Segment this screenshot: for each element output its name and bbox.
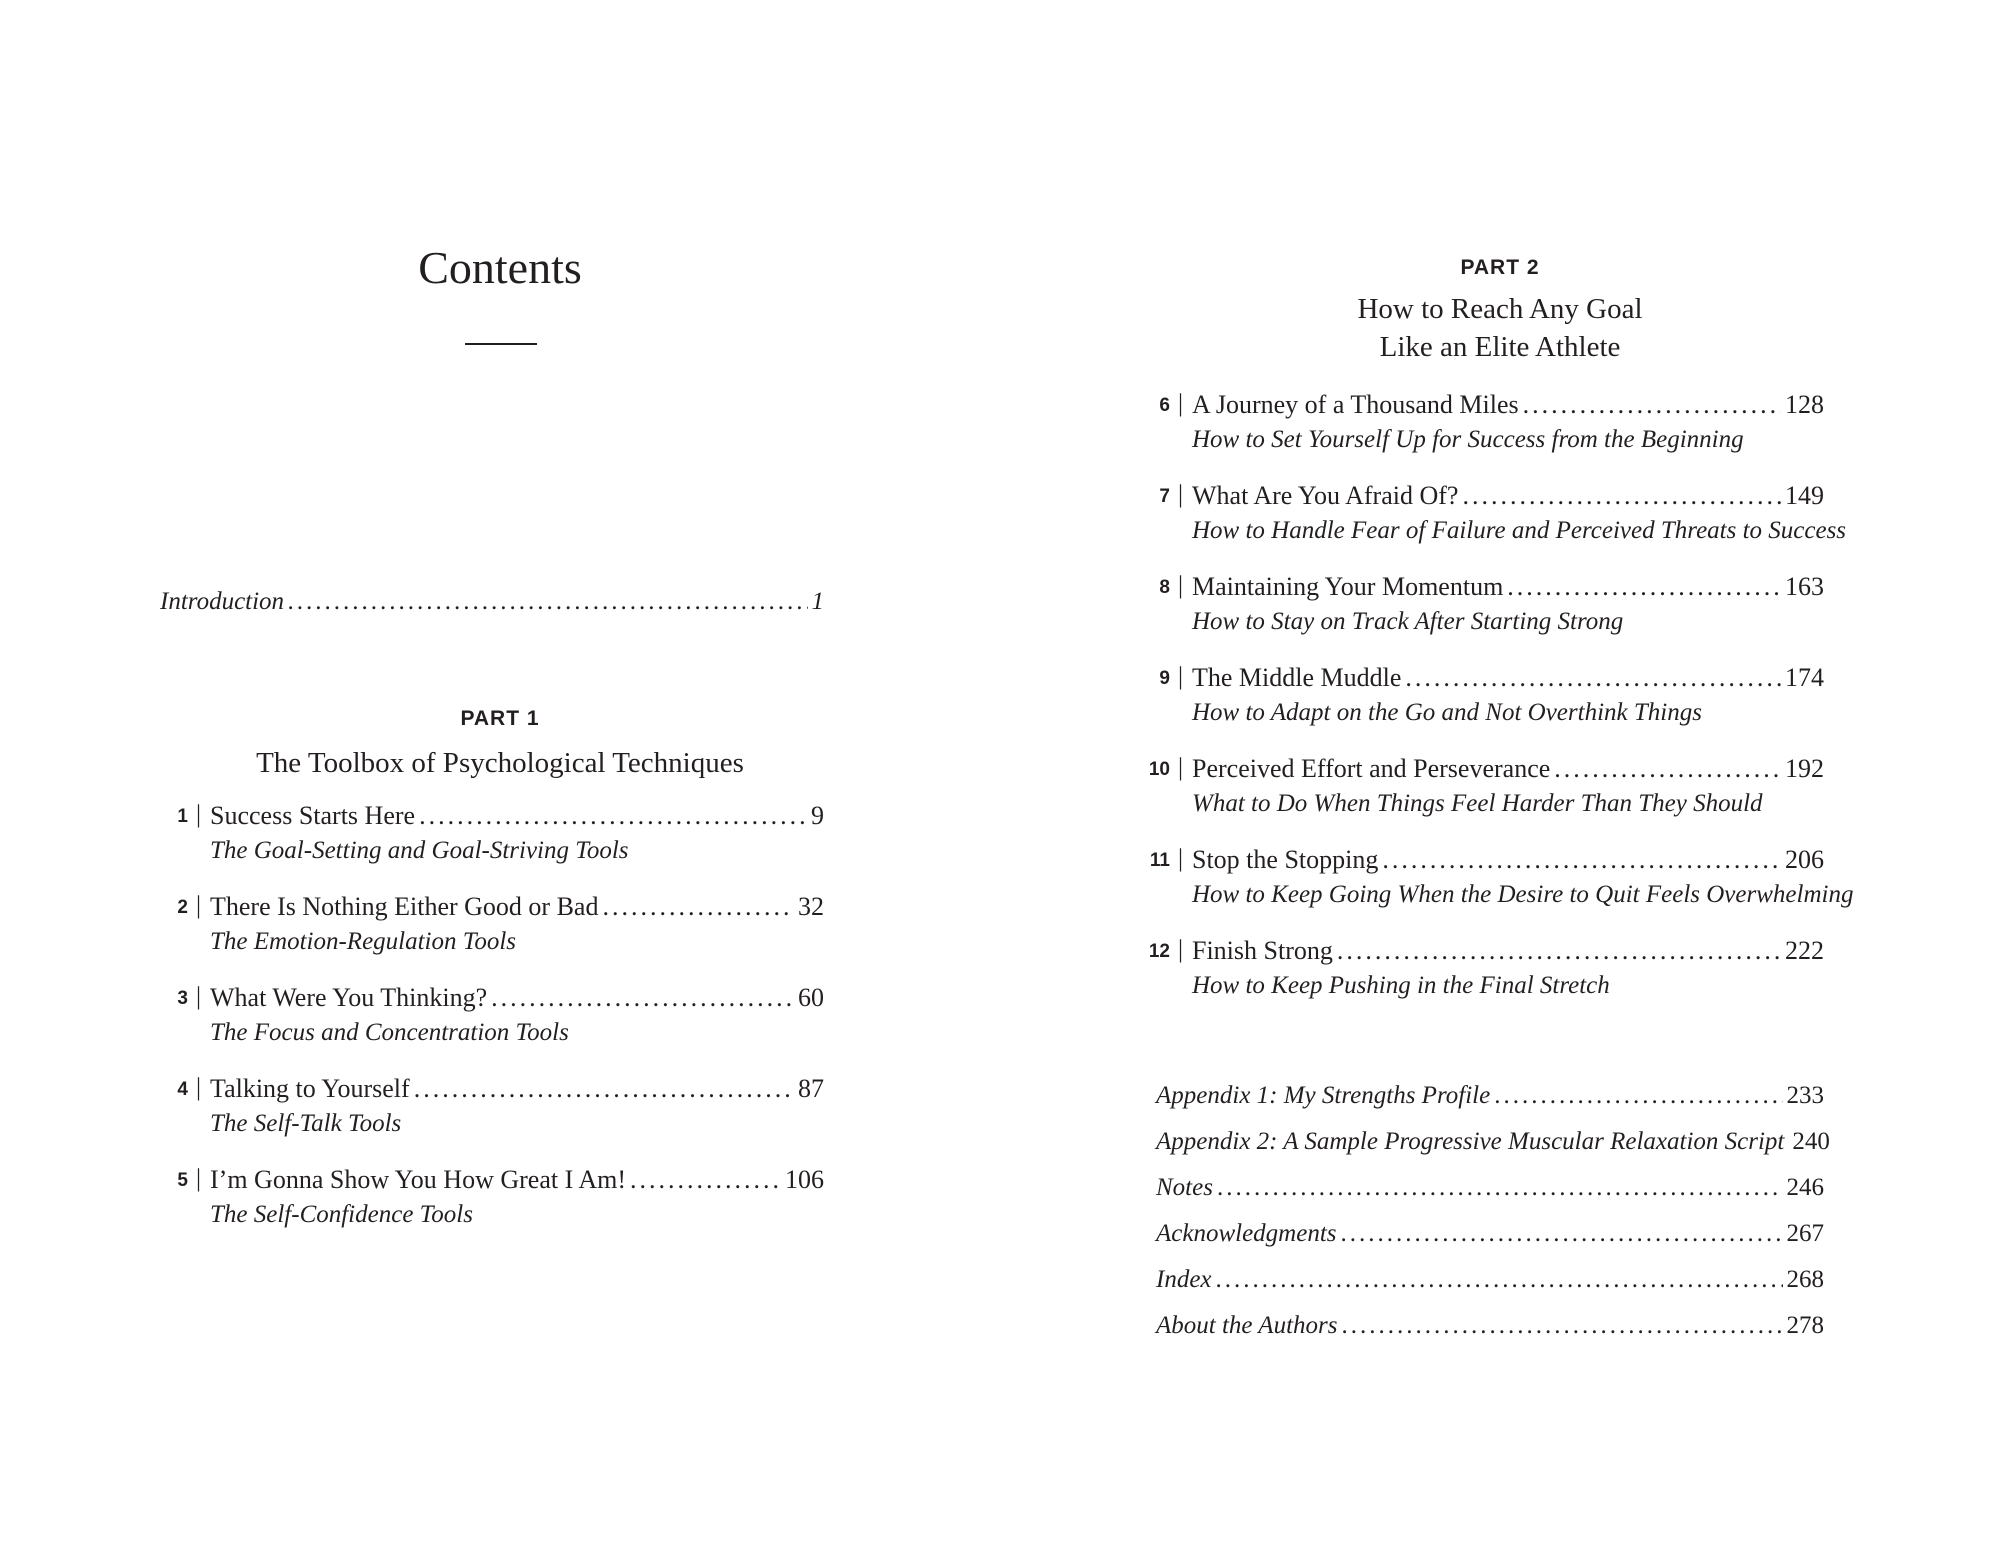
chapter-number: 5 (177, 1170, 188, 1191)
right-page (1000, 0, 2000, 1545)
chapter-page: 128 (1785, 390, 1824, 419)
dot-leader (1494, 1082, 1782, 1110)
separator: | (1178, 481, 1184, 508)
toc-entry-appendix-2[interactable] (1156, 1128, 1830, 1174)
dot-leader (1405, 663, 1781, 693)
chapter-number: 9 (1159, 668, 1170, 689)
back-matter-list (1156, 1082, 1830, 1358)
chapter-number: 4 (177, 1079, 188, 1100)
chapter-title: Talking to Yourself (210, 1074, 410, 1103)
separator: | (1178, 390, 1184, 417)
entry-label: Introduction (160, 588, 285, 615)
chapter-subtitle: How to Handle Fear of Failure and Perceived Threats to Success (1192, 517, 1847, 544)
chapter-number: 2 (177, 897, 188, 918)
chapter-subtitle: The Emotion-Regulation Tools (210, 928, 517, 955)
chapter-title: A Journey of a Thousand Miles (1192, 390, 1519, 419)
dot-leader (630, 1165, 781, 1195)
chapter-number: 6 (1159, 395, 1170, 416)
contents-title: Contents (418, 242, 582, 293)
dot-leader (602, 892, 794, 922)
chapter-page: 192 (1785, 754, 1824, 783)
toc-entry-chapter-11[interactable] (1142, 845, 1854, 936)
chapter-subtitle: How to Keep Going When the Desire to Quit Feels Overwhelming (1192, 881, 1854, 908)
separator: | (1178, 572, 1184, 599)
chapter-page: 60 (798, 983, 824, 1012)
dot-leader (419, 801, 807, 831)
dot-leader (1523, 390, 1781, 420)
toc-entry-index[interactable] (1156, 1266, 1824, 1312)
dot-leader (1216, 1266, 1783, 1294)
part-1-title: The Toolbox of Psychological Techniques (256, 747, 744, 779)
toc-entry-notes[interactable] (1156, 1174, 1824, 1220)
dot-leader (1217, 1174, 1783, 1202)
chapter-page: 9 (811, 801, 824, 830)
chapter-page: 32 (798, 892, 824, 921)
chapter-title: Finish Strong (1192, 936, 1333, 965)
chapter-number: 10 (1148, 759, 1170, 780)
chapter-title: I’m Gonna Show You How Great I Am! (210, 1165, 626, 1194)
toc-entry-chapter-2[interactable] (160, 892, 824, 983)
entry-page: 233 (1786, 1082, 1824, 1109)
part-2-title-line-2: Like an Elite Athlete (1379, 331, 1621, 363)
chapter-subtitle: How to Keep Pushing in the Final Stretch (1192, 972, 1610, 999)
entry-label: Acknowledgments (1156, 1220, 1337, 1247)
dot-leader (1382, 845, 1781, 875)
chapter-title: The Middle Muddle (1192, 663, 1402, 692)
entry-label: Index (1156, 1266, 1212, 1293)
dot-leader (491, 983, 794, 1013)
dot-leader (1341, 1220, 1783, 1248)
chapter-number: 1 (177, 806, 188, 827)
separator: | (1178, 754, 1184, 781)
separator: | (196, 983, 202, 1010)
entry-label: About the Authors (1156, 1312, 1338, 1339)
chapter-page: 149 (1785, 481, 1824, 510)
chapter-subtitle: The Self-Confidence Tools (210, 1201, 473, 1228)
chapter-page: 174 (1785, 663, 1824, 692)
toc-entry-about-the-authors[interactable] (1156, 1312, 1824, 1358)
chapter-title: Perceived Effort and Perseverance (1192, 754, 1551, 783)
toc-entry-chapter-4[interactable] (160, 1074, 824, 1165)
entry-page: 278 (1786, 1312, 1824, 1339)
toc-entry-chapter-9[interactable] (1142, 663, 1824, 754)
chapter-page: 206 (1785, 845, 1824, 874)
toc-entry-appendix-1[interactable] (1156, 1082, 1824, 1128)
toc-entry-introduction[interactable] (160, 588, 824, 616)
toc-entry-chapter-8[interactable] (1142, 572, 1824, 663)
entry-page: 246 (1786, 1174, 1824, 1201)
chapter-title: Success Starts Here (210, 801, 416, 830)
separator: | (196, 1074, 202, 1101)
chapter-title: There Is Nothing Either Good or Bad (210, 892, 599, 921)
entry-page: 268 (1786, 1266, 1824, 1293)
entry-label: Appendix 1: My Strengths Profile (1156, 1082, 1491, 1109)
part-1-chapter-list (160, 801, 824, 1256)
chapter-subtitle: How to Adapt on the Go and Not Overthink Things (1192, 699, 1702, 726)
dot-leader (1507, 572, 1781, 602)
chapter-subtitle: What to Do When Things Feel Harder Than They Should (1192, 790, 1763, 817)
chapter-subtitle: How to Set Yourself Up for Success from the Beginning (1192, 426, 1744, 453)
toc-entry-chapter-5[interactable] (160, 1165, 824, 1256)
toc-entry-chapter-6[interactable] (1142, 390, 1824, 481)
part-1-label: PART 1 (460, 707, 540, 730)
toc-entry-chapter-1[interactable] (160, 801, 824, 892)
entry-page: 240 (1792, 1128, 1830, 1155)
chapter-subtitle: The Self-Talk Tools (210, 1110, 402, 1137)
dot-leader (414, 1074, 794, 1104)
separator: | (196, 892, 202, 919)
chapter-title: What Are You Afraid Of? (1192, 481, 1459, 510)
chapter-number: 8 (1159, 577, 1170, 598)
entry-page: 267 (1786, 1220, 1824, 1247)
dot-leader (1341, 1312, 1782, 1340)
chapter-title: Maintaining Your Momentum (1192, 572, 1504, 601)
entry-label: Notes (1156, 1174, 1213, 1201)
chapter-page: 87 (798, 1074, 824, 1103)
entry-page: 1 (811, 588, 824, 615)
chapter-page: 106 (785, 1165, 824, 1194)
entry-label: Appendix 2: A Sample Progressive Muscular Relaxation Script (1156, 1128, 1785, 1155)
chapter-subtitle: How to Stay on Track After Starting Strong (1192, 608, 1624, 635)
chapter-page: 163 (1785, 572, 1824, 601)
part-2-chapter-list (1142, 390, 1854, 1027)
part-2-title-line-1: How to Reach Any Goal (1357, 293, 1643, 325)
part-2-label: PART 2 (1460, 256, 1540, 279)
separator: | (1178, 845, 1184, 872)
chapter-title: Stop the Stopping (1192, 845, 1379, 874)
separator: | (1178, 936, 1184, 963)
toc-entry-chapter-3[interactable] (160, 983, 824, 1074)
chapter-number: 11 (1149, 850, 1170, 871)
dot-leader (1554, 754, 1781, 784)
toc-entry-chapter-10[interactable] (1142, 754, 1824, 845)
title-rule (465, 343, 537, 345)
toc-entry-chapter-12[interactable] (1142, 936, 1824, 1027)
toc-entry-acknowledgments[interactable] (1156, 1220, 1824, 1266)
chapter-page: 222 (1785, 936, 1824, 965)
chapter-subtitle: The Goal-Setting and Goal-Striving Tools (210, 837, 629, 864)
separator: | (1178, 663, 1184, 690)
toc-entry-chapter-7[interactable] (1142, 481, 1847, 572)
dot-leader (288, 588, 807, 616)
dot-leader (1462, 481, 1781, 511)
chapter-subtitle: The Focus and Concentration Tools (210, 1019, 569, 1046)
chapter-number: 7 (1159, 486, 1170, 507)
separator: | (196, 1165, 202, 1192)
separator: | (196, 801, 202, 828)
chapter-number: 3 (177, 988, 188, 1009)
dot-leader (1337, 936, 1781, 966)
chapter-number: 12 (1148, 941, 1170, 962)
chapter-title: What Were You Thinking? (210, 983, 488, 1012)
